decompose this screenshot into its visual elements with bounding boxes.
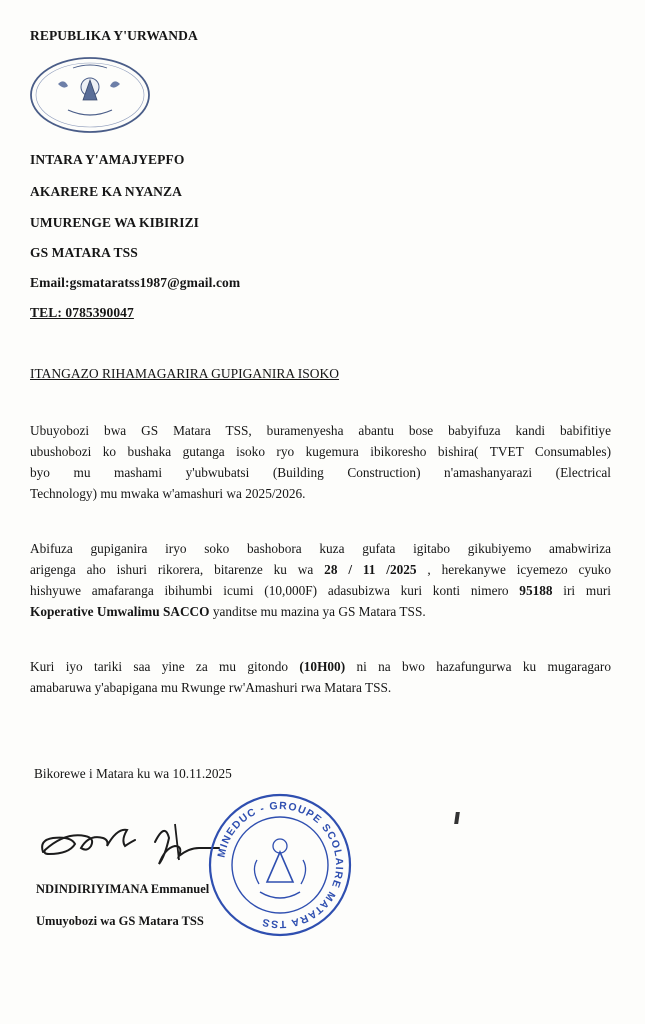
paragraph-line: Abifuza gupiganira iryo soko bashobora kuza gufata igitabo gikubiyemo amabwiriza [30,541,611,556]
country-heading: REPUBLIKA Y'URWANDA [30,28,198,43]
paragraph-2 [30,538,611,622]
paragraph-line [30,559,611,580]
date-line: Bikorewe i Matara ku wa 10.11.2025 [34,766,232,781]
phone-line: TEL: 0785390047 [30,305,134,320]
paragraph-line [30,601,611,622]
account-number: 95188 [519,583,553,598]
rwanda-emblem-icon [28,54,152,136]
sector-heading: UMURENGE WA KIBIRIZI [30,215,200,230]
district-heading: AKARERE KA NYANZA [30,184,182,199]
signatory-name: NDINDIRIYIMANA Emmanuel [36,882,210,896]
opening-time: (10H00) [299,659,346,674]
paragraph-line: ubushobozi ko bushaka gutanga isoko ryo kugemura ibikoresho bishira( TVET Consumables) [30,444,611,459]
deadline-date: 28 / 11 /2025 [324,562,417,577]
paragraph-line [30,580,611,601]
school-heading: GS MATARA TSS [30,245,138,260]
paragraph-line: Ubuyobozi bwa GS Matara TSS, buramenyesha abantu bose babyifuza kandi babifitiye [30,423,611,438]
paragraph-line: Technology) mu mwaka w'amashuri wa 2025/2026. [30,486,306,501]
paragraph-line: amabaruwa y'abapigana mu Rwunge rw'Amashuri rwa Matara TSS. [30,680,392,695]
paragraph-text: iri muri [552,583,611,598]
email-line: Email:gsmataratss1987@gmail.com [30,275,241,290]
ink-mark [454,812,460,824]
bank-name: Koperative Umwalimu SACCO [30,604,210,619]
paragraph-text: , herekanywe icyemezo cyuko [416,562,611,577]
svg-text:MINEDUC - GROUPE SCOLAIRE MATA [215,800,345,930]
paragraph-text: yanditse mu mazina ya GS Matara TSS. [209,604,426,619]
stamp-lettering: MINEDUC - GROUPE SCOLAIRE MATARA TSS [215,799,346,931]
notice-title: ITANGAZO RIHAMAGARIRA GUPIGANIRA ISOKO [30,366,340,381]
province-heading: INTARA Y'AMAJYEPFO [30,152,185,167]
paragraph-line: byo mu mashami y'ubwubatsi (Building Construction) n'amashanyarazi (Electrical [30,465,611,480]
paragraph-line [30,656,611,677]
paragraph-1 [30,420,611,504]
paragraph-3 [30,656,611,698]
paragraph-text: hishyuwe amafaranga ibihumbi icumi (10,000F) adasubizwa kuri konti nimero [30,583,520,598]
paragraph-text: ni na bwo hazafungurwa ku mugaragaro [345,659,611,674]
school-stamp-icon [205,790,355,940]
paragraph-text: arigenga aho ishuri rikorera, bitarenze ku wa [30,562,325,577]
signatory-title: Umuyobozi wa GS Matara TSS [36,914,204,928]
paragraph-text: Kuri iyo tariki saa yine za mu gitondo [30,659,300,674]
